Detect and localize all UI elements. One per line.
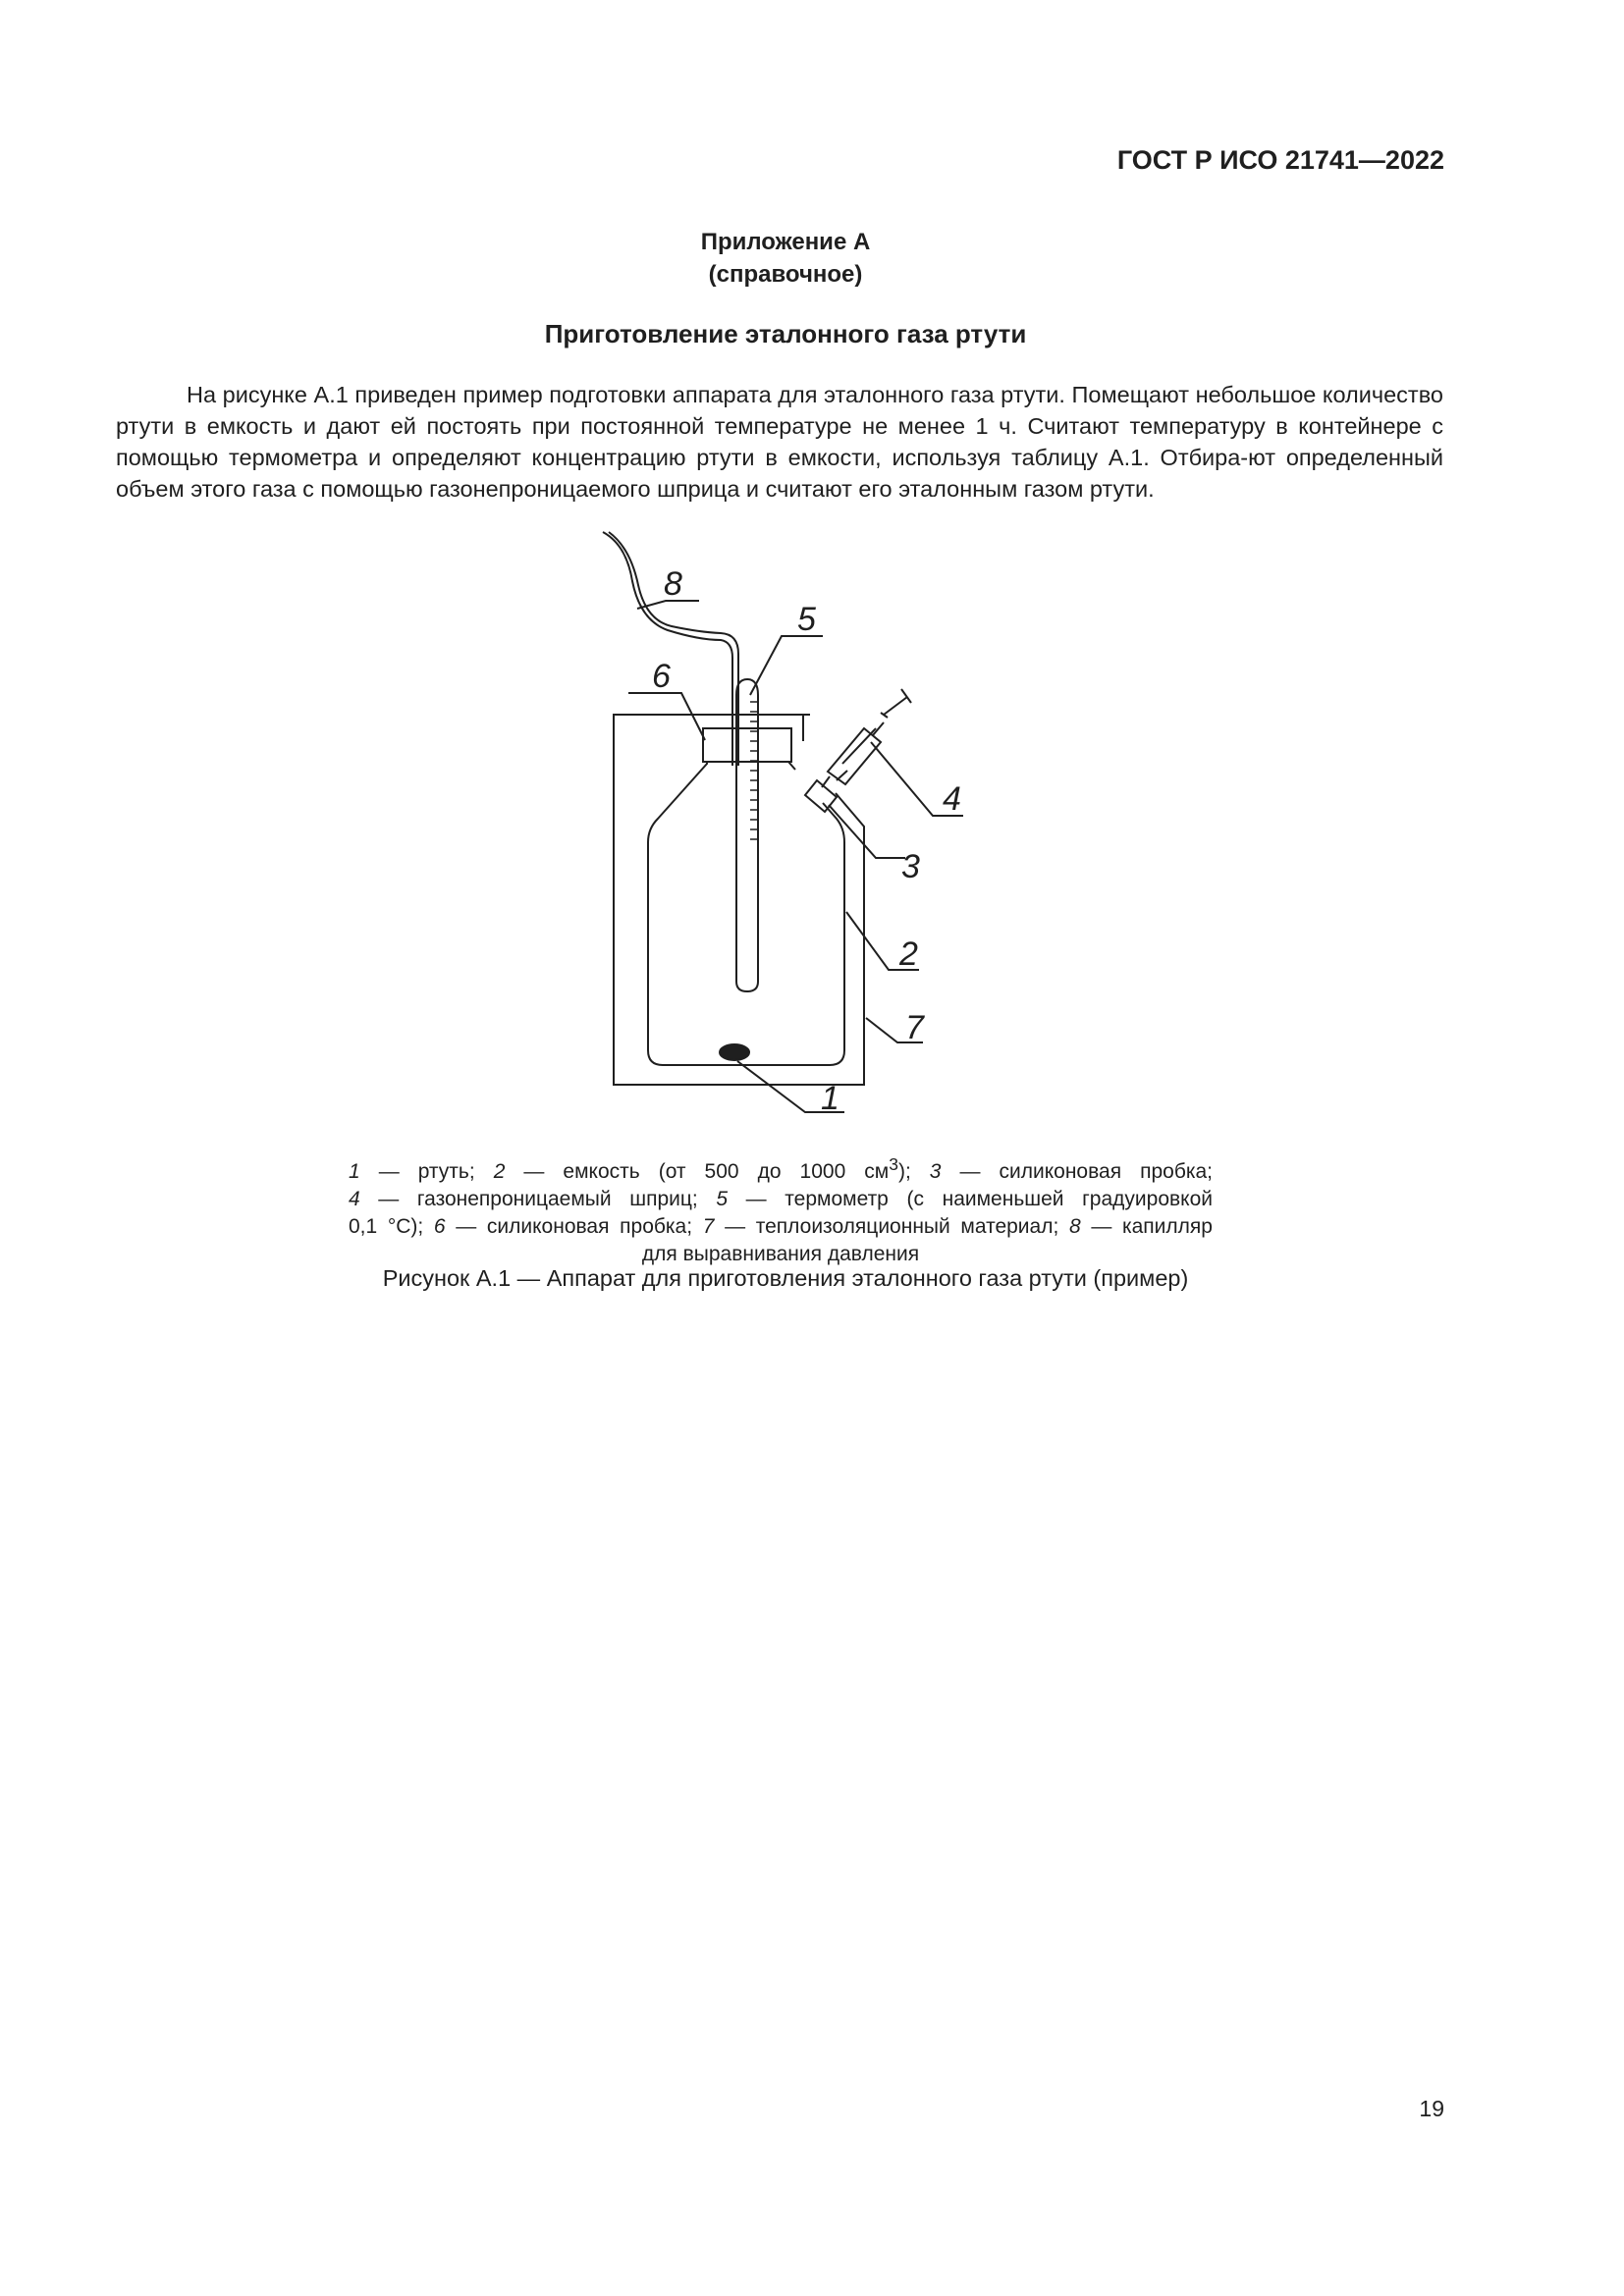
- legend-num-7: 7: [702, 1215, 715, 1238]
- leader-3: [829, 805, 905, 858]
- callout-5: 5: [797, 601, 816, 638]
- legend-line-3: [349, 1213, 1213, 1241]
- apparatus-drawing: [589, 530, 982, 1139]
- legend-line-1: [349, 1150, 1213, 1186]
- legend-text-8b: для выравнивания давления: [641, 1243, 920, 1265]
- callout-8: 8: [664, 565, 682, 603]
- thermometer-scale: [750, 702, 758, 839]
- standard-code: ГОСТ Р ИСО 21741—2022: [1116, 145, 1444, 175]
- callout-3: 3: [901, 848, 920, 885]
- neck-stopper: [703, 728, 791, 762]
- legend-text-5: — термометр (с наименьшей градуировкой: [728, 1188, 1213, 1210]
- legend-text-4: — газонепроницаемый шприц;: [359, 1188, 717, 1210]
- body-paragraph: На рисунке А.1 приведен пример подготовки аппарата для эталонного газа ртути. Помещают небольшое количество ртути в емкость и дают ей постоять при постоянной температуре не менее 1 ч. Считают температуру в контейнере с помощью термометра и определяют концентрацию ртути в емкости, используя таблицу А.1. Отбира-ют определенный объем этого газа с помощью газонепроницаемого шприца и считают его эталонным газом ртути.: [116, 382, 1443, 502]
- legend-text-8: — капилляр: [1080, 1215, 1213, 1238]
- insulation-top-right: [795, 715, 803, 741]
- figure-legend: [349, 1150, 1213, 1268]
- legend-num-3: 3: [929, 1160, 942, 1183]
- apparatus-figure: [589, 530, 982, 1139]
- legend-sup-2: 3: [889, 1154, 898, 1174]
- legend-text-2: — емкость (от 500 до 1000 см: [505, 1160, 890, 1183]
- legend-line-2: [349, 1186, 1213, 1213]
- legend-text-7: — теплоизоляционный материал;: [714, 1215, 1069, 1238]
- legend-text-3: — силиконовая пробка;: [941, 1160, 1214, 1183]
- legend-num-5: 5: [716, 1188, 729, 1210]
- legend-text-5b: 0,1 °С);: [349, 1215, 434, 1238]
- section-title: Приготовление эталонного газа ртути: [544, 319, 1027, 348]
- legend-text-2b: );: [897, 1160, 930, 1183]
- figure-caption: Рисунок А.1 — Аппарат для приготовления эталонного газа ртути (пример): [382, 1265, 1189, 1291]
- bottle: [648, 762, 844, 1065]
- callout-2: 2: [899, 935, 918, 973]
- mercury-drop: [720, 1044, 749, 1060]
- legend-num-1: 1: [349, 1160, 360, 1183]
- annex-heading: [0, 226, 1571, 291]
- leader-5: [750, 636, 823, 695]
- insulation-container: [614, 715, 864, 1085]
- legend-num-8: 8: [1068, 1215, 1081, 1238]
- legend-text-1: — ртуть;: [359, 1160, 494, 1183]
- callout-4: 4: [943, 780, 961, 818]
- legend-num-2: 2: [493, 1160, 506, 1183]
- page-number: 19: [1419, 2096, 1444, 2121]
- callout-1: 1: [821, 1080, 839, 1117]
- legend-line-4: [349, 1241, 1213, 1268]
- callout-7: 7: [905, 1009, 924, 1046]
- callout-6: 6: [652, 658, 671, 695]
- annex-status: (справочное): [708, 261, 863, 288]
- syringe: [822, 689, 911, 787]
- legend-text-6: — силиконовая пробка;: [445, 1215, 703, 1238]
- thermometer: [736, 679, 758, 991]
- leader-6: [628, 693, 705, 740]
- legend-num-4: 4: [349, 1188, 360, 1210]
- legend-num-6: 6: [433, 1215, 446, 1238]
- annex-title: Приложение А: [700, 229, 871, 255]
